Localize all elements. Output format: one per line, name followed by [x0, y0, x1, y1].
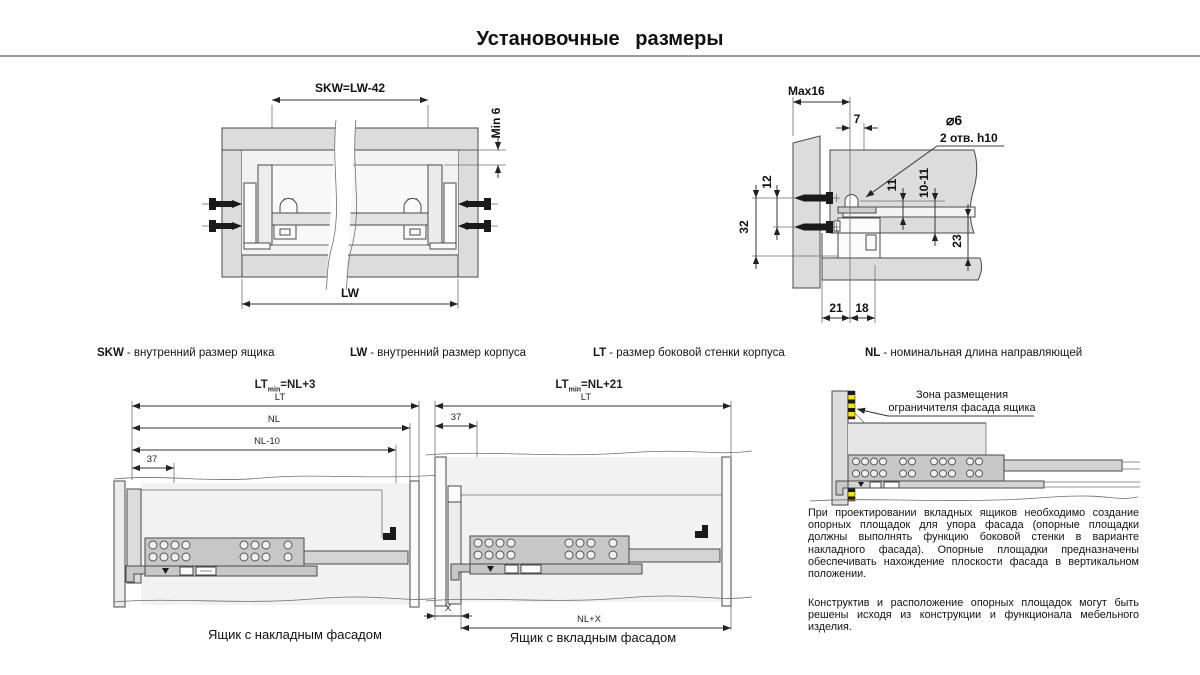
legend-nl-desc: - номинальная длина направляющей [883, 347, 1083, 359]
dim-11-label: 11 [885, 178, 899, 192]
dim-min6-label: Min 6 [489, 107, 503, 139]
legend-skw-abbr: SKW [97, 347, 124, 359]
seven-dimension [836, 112, 878, 150]
formula-base: LT [254, 379, 268, 391]
dim-37-label: 37 [146, 454, 158, 465]
dim-12-label: 12 [760, 175, 774, 189]
dim-18-label: 18 [855, 301, 869, 315]
formula-rest: =NL+21 [581, 379, 623, 391]
formula-base: LT [555, 379, 569, 391]
dim-21-label: 21 [829, 301, 843, 315]
dim-37-label: 37 [450, 412, 462, 423]
d12-dimension [752, 175, 796, 240]
dim-nl-label: NL [267, 414, 281, 425]
legend-lt-abbr: LT [593, 347, 607, 359]
dimensions-bottom [424, 603, 731, 630]
dim-skw-label: SKW=LW-42 [314, 81, 386, 95]
formula-sub: min [267, 386, 281, 394]
cabinet-and-rail [114, 475, 440, 607]
dim-lw-label: LW [341, 286, 359, 300]
legend-lw-abbr: LW [350, 347, 368, 359]
dim-diameter-label: ⌀6 [946, 112, 963, 128]
legend-lw-desc: - внутренний размер корпуса [370, 347, 527, 359]
limiter-zone-callout [880, 389, 1044, 414]
drawing-cabinet-front-section [180, 75, 510, 337]
legend-nl [865, 347, 1082, 359]
drawer-and-rail [810, 423, 1140, 501]
title-divider [0, 55, 1200, 57]
dim-lt-label: LT [580, 392, 592, 403]
lw-dimension [242, 279, 458, 309]
callout-line2: ограничителя фасада ящика [888, 401, 1036, 414]
drawing-inset-front-drawer [424, 376, 754, 638]
legend-lw [350, 347, 526, 359]
dim-nl10-label: NL-10 [254, 436, 280, 447]
dim-32-label: 32 [737, 220, 751, 234]
dim-nlx-label: NL+X [576, 614, 602, 625]
legend-lt [593, 347, 785, 359]
page-title: Установочные размеры [476, 28, 724, 50]
dim-23-label: 23 [950, 234, 964, 248]
formula-sub: min [568, 386, 582, 394]
dim-7-label: 7 [853, 112, 861, 126]
panels [793, 136, 982, 288]
note-paragraph-2: Конструктив и расположение опорных площадок могут быть решены исходя из конструкции и функционала мебельного изделия. [808, 597, 1139, 634]
drawing-mounting-side-view [737, 75, 1010, 327]
caption-overlay-front: Ящик с накладным фасадом [208, 627, 382, 642]
drawing-overlay-front-drawer [112, 376, 442, 618]
note-paragraph-1: При проектировании вкладных ящиков необходимо создание опорных площадок для упора фасада (опорные площадки должны выполнять функцию боковой стенки в варианте накладного фасада). Опорные площадки предназначены обеспечивать нахождение плоскости фасада в вертикальном положении. [808, 507, 1139, 581]
formula-rest: =NL+3 [280, 379, 316, 391]
legend-skw-desc: - внутренний размер ящика [126, 347, 275, 359]
cabinet-and-rail [426, 457, 752, 606]
dim-holes-label: 2 отв. h10 [940, 131, 998, 145]
callout-line1: Зона размещения [915, 389, 1009, 401]
dim-lt-label: LT [274, 392, 286, 403]
legend-nl-abbr: NL [865, 347, 881, 359]
legend-skw [97, 347, 275, 359]
dim-10-11-label: 10-11 [917, 167, 931, 199]
dim-x-label: X [444, 603, 452, 614]
legend-lt-desc: - размер боковой стенки корпуса [609, 347, 785, 359]
dim-max16-label: Max16 [788, 84, 825, 98]
caption-inset-front: Ящик с вкладным фасадом [509, 630, 677, 645]
